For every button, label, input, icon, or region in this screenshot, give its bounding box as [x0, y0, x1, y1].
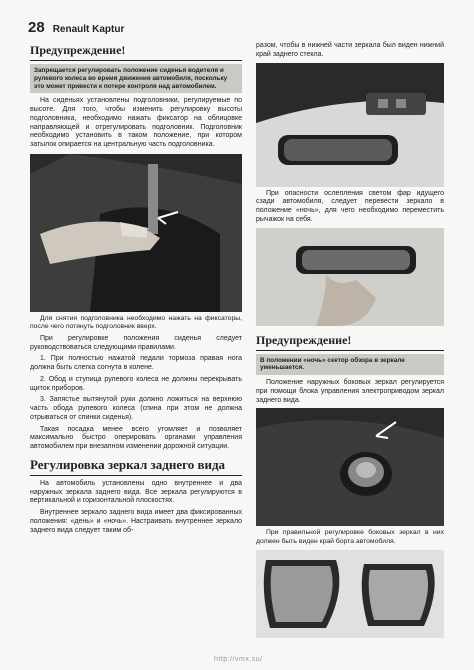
rule-item: 3. Запястье вытянутой руки должно ложиться на верхнюю часть обода рулевого колеса (спина при этом не должна отрываться от спинки сиденья). [30, 396, 242, 421]
side-mirror-photo [256, 550, 444, 638]
headrest-photo [30, 154, 242, 312]
page-number: 28 [28, 19, 45, 36]
paragraph-posture: Такая посадка менее всего утомляет и позволяет максимально быстро оперировать органами управления автомобилем при внезапном изменении дорожной ситуации. [30, 425, 242, 451]
paragraph-side-mirrors: Положение наружных боковых зеркал регулируется при помощи блока управления электроприводом зеркал заднего вида. [256, 379, 444, 404]
headrest-caption: Для снятия подголовника необходимо нажать на фиксаторы, после чего потянуть подголовник вверх. [30, 314, 242, 331]
side-mirror-illustration [256, 550, 444, 638]
paragraph-continued: разом, чтобы в нижней части зеркала был виден нижний край заднего стекла. [256, 42, 444, 58]
warning-heading: Предупреждение! [256, 332, 444, 351]
rule-item: 1. При полностью нажатой педали тормоза правая нога должна быть слегка согнута в колене. [30, 355, 242, 372]
book-title: Renault Kaptur [52, 24, 125, 35]
headrest-illustration [30, 154, 242, 312]
left-column [30, 42, 242, 538]
right-column [256, 42, 444, 638]
watermark: http://vmx.su/ [214, 656, 263, 663]
section-title: Регулировка зеркал заднего вида [30, 458, 242, 476]
mirror-control-photo [256, 408, 444, 526]
paragraph-rules: При регулировке положения сиденья следует руководствоваться следующими правилами. [30, 334, 242, 351]
mirror-lever-illustration [256, 228, 444, 326]
warning-box: В положении «ночь» сектор обзора в зеркале уменьшается. [256, 354, 444, 376]
page-header [28, 19, 124, 36]
paragraph-mirrors-2: Внутреннее зеркало заднего вида имеет два фиксированных положения: «день» и «ночь». Настраивать внутреннее зеркало заднего вида следует таким об- [30, 509, 242, 534]
side-mirror-caption: При правильной регулировке боковых зеркал в них должен быть виден край борта автомобиля. [256, 529, 444, 545]
paragraph-glare: При опасности ослепления светом фар идущего сзади автомобиля, следует перевести зеркало в положение «ночь», для чего необходимо переместить рычажок на себя. [256, 189, 444, 223]
inner-mirror-illustration [256, 63, 444, 187]
rule-item: 2. Обод и ступица рулевого колеса не должны перекрывать щиток приборов. [30, 375, 242, 392]
paragraph-mirrors-1: На автомобиль установлены одно внутреннее и два наружных зеркала заднего вида. Все зеркала регулируются в вертикальной и горизонтальной плоскостях. [30, 479, 242, 505]
warning-heading: Предупреждение! [30, 42, 242, 61]
paragraph-headrest: На сиденьях установлены подголовники, регулируемые по высоте. Для того, чтобы изменить регулировку высоты подголовника, необходимо нажать фиксатор на облицовке направляющей и отрегулировать подголовник. Подголовник необходимо установить в таком положение, при котором затылок опирается на центральную часть подголовника. [30, 97, 242, 149]
mirror-lever-photo [256, 228, 444, 326]
warning-box: Запрещается регулировать положение сиденья водителя и рулевого колеса во время движения автомобиля, поскольку это может привести к потере контроля над автомобилем. [30, 64, 242, 93]
mirror-control-illustration [256, 408, 444, 526]
inner-mirror-photo [256, 63, 444, 187]
